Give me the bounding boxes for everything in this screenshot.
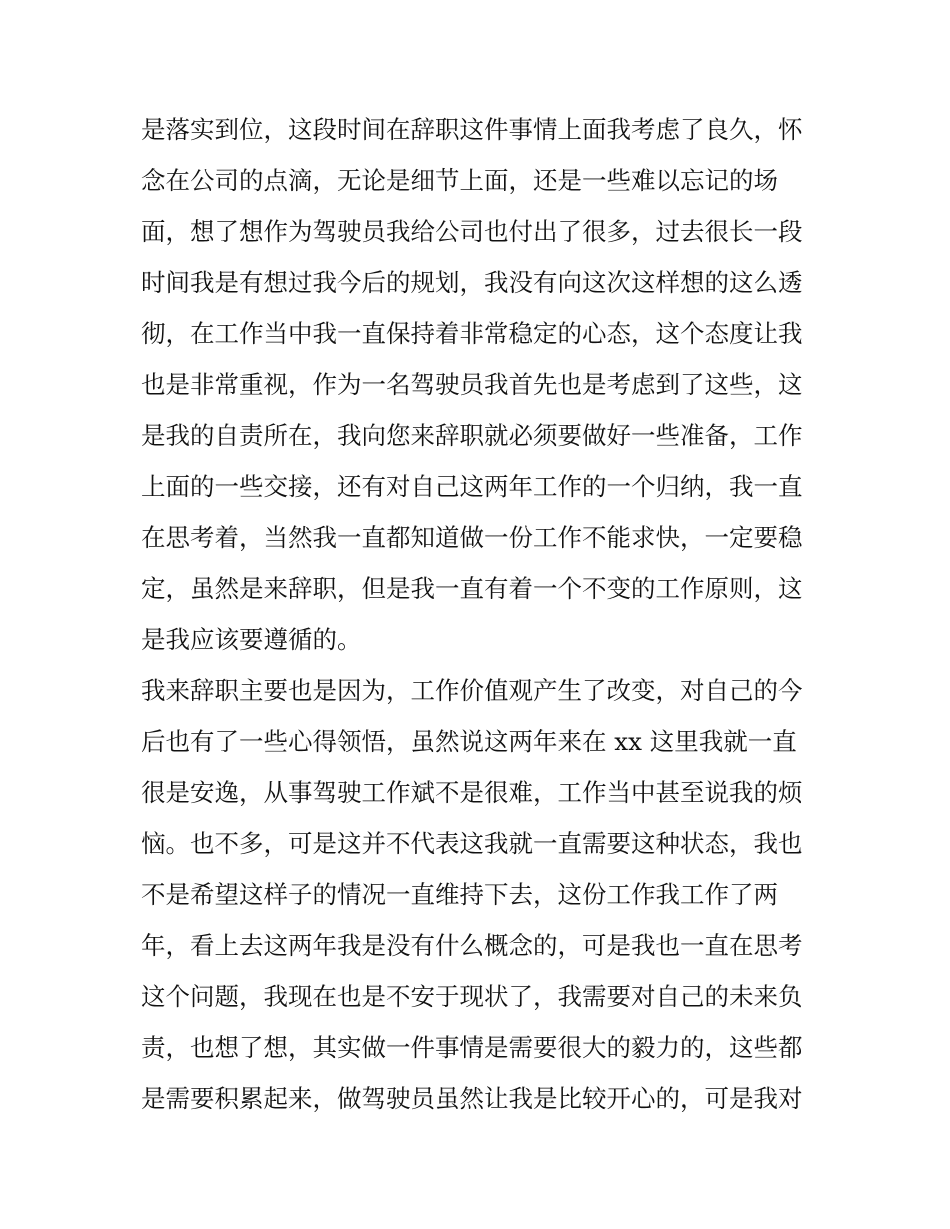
text-line: 年，看上去这两年我是没有什么概念的，可是我也一直在思考 bbox=[141, 931, 803, 960]
text-line: 时间我是有想过我今后的规划，我没有向这次这样想的这么透 bbox=[141, 268, 803, 297]
text-line: 在思考着，当然我一直都知道做一份工作不能求快，一定要稳 bbox=[141, 523, 803, 552]
text-line: 面，想了想作为驾驶员我给公司也付出了很多，过去很长一段 bbox=[141, 217, 803, 246]
text-line: 后也有了一些心得领悟，虽然说这两年来在 xx 这里我就一直 bbox=[141, 727, 797, 756]
text-line: 念在公司的点滴，无论是细节上面，还是一些难以忘记的场 bbox=[141, 166, 778, 195]
text-line: 恼。也不多，可是这并不代表这我就一直需要这种状态，我也 bbox=[141, 829, 803, 858]
text-line: 不是希望这样子的情况一直维持下去，这份工作我工作了两 bbox=[141, 880, 778, 909]
text-line: 很是安逸，从事驾驶工作斌不是很难，工作当中甚至说我的烦 bbox=[141, 778, 803, 807]
text-line: 上面的一些交接，还有对自己这两年工作的一个归纳，我一直 bbox=[141, 472, 803, 501]
text-line: 我来辞职主要也是因为，工作价值观产生了改变，对自己的今 bbox=[141, 676, 803, 705]
text-line: 是我应该要遵循的。 bbox=[141, 625, 362, 654]
text-line: 定，虽然是来辞职，但是我一直有着一个不变的工作原则，这 bbox=[141, 574, 803, 603]
text-line: 也是非常重视，作为一名驾驶员我首先也是考虑到了这些，这 bbox=[141, 370, 803, 399]
text-line: 是落实到位，这段时间在辞职这件事情上面我考虑了良久，怀 bbox=[141, 115, 803, 144]
body-text bbox=[141, 104, 821, 1124]
text-line: 是我的自责所在，我向您来辞职就必须要做好一些准备，工作 bbox=[141, 421, 803, 450]
text-line: 是需要积累起来，做驾驶员虽然让我是比较开心的，可是我对 bbox=[141, 1084, 803, 1113]
text-line: 这个问题，我现在也是不安于现状了，我需要对自己的未来负 bbox=[141, 982, 803, 1011]
text-line: 责，也想了想，其实做一件事情是需要很大的毅力的，这些都 bbox=[141, 1033, 803, 1062]
text-line: 彻，在工作当中我一直保持着非常稳定的心态，这个态度让我 bbox=[141, 319, 803, 348]
